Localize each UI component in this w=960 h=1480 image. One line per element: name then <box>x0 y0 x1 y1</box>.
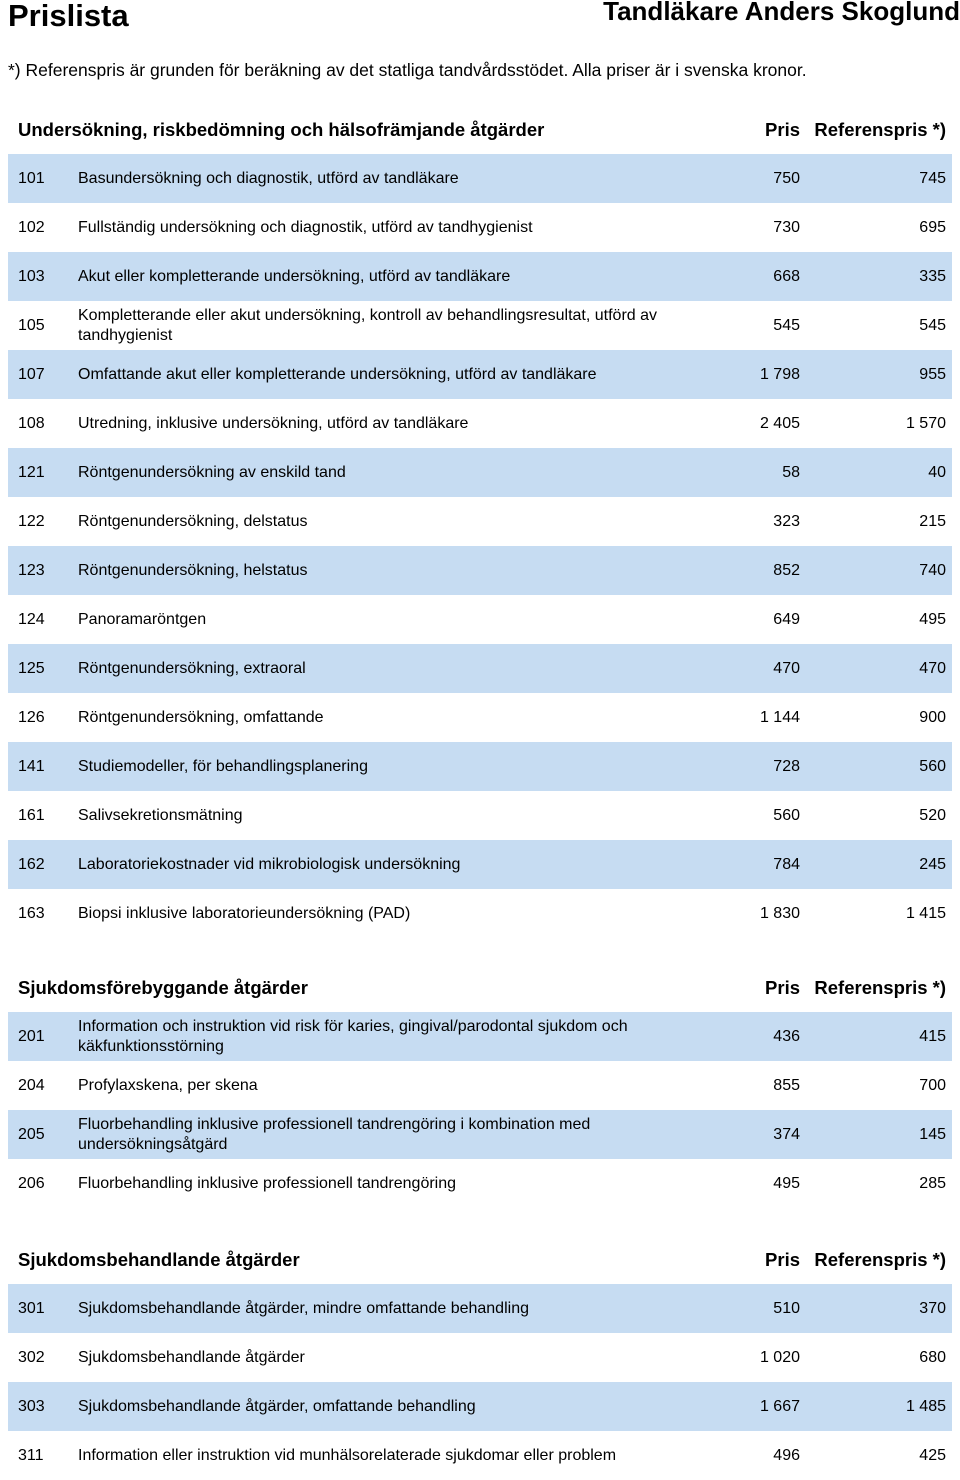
treatment-code: 201 <box>18 1027 45 1045</box>
treatment-code: 311 <box>18 1446 44 1464</box>
treatment-description: Fluorbehandling inklusive professionell tandrengöring i kombination med undersökningsåtgärd <box>78 1115 591 1153</box>
treatment-code: 163 <box>18 904 45 922</box>
treatment-code: 123 <box>18 561 45 579</box>
table-row <box>8 644 952 693</box>
treatment-description: Salivsekretionsmätning <box>78 806 243 824</box>
table-row <box>8 448 952 497</box>
treatment-code: 141 <box>18 757 45 775</box>
treatment-description: Studiemodeller, för behandlingsplanering <box>78 757 368 775</box>
table-row <box>8 791 952 840</box>
treatment-reference-price: 745 <box>919 169 946 187</box>
treatment-code: 161 <box>18 806 45 824</box>
treatment-price: 728 <box>773 757 800 775</box>
treatment-description: Röntgenundersökning, delstatus <box>78 512 308 530</box>
treatment-description: Information eller instruktion vid munhälsorelaterade sjukdomar eller problem <box>78 1446 617 1464</box>
treatment-code: 126 <box>18 708 45 726</box>
reference-price-column-header: Referenspris *) <box>814 118 946 140</box>
treatment-price: 1 020 <box>759 1348 800 1366</box>
treatment-code: 107 <box>18 365 45 383</box>
treatment-reference-price: 1 415 <box>905 904 946 922</box>
treatment-description: Laboratoriekostnader vid mikrobiologisk undersökning <box>78 855 461 873</box>
treatment-code: 101 <box>18 169 45 187</box>
treatment-code: 125 <box>18 659 45 677</box>
treatment-reference-price: 955 <box>919 365 946 383</box>
treatment-description: Biopsi inklusive laboratorieundersökning (PAD) <box>78 904 411 922</box>
treatment-code: 162 <box>18 855 45 873</box>
treatment-description: Omfattande akut eller kompletterande undersökning, utförd av tandläkare <box>78 365 597 383</box>
treatment-description: Information och instruktion vid risk för karies, gingival/parodontal sjukdom och käkfunktionsstörning <box>78 1017 628 1055</box>
reference-price-column-header: Referenspris *) <box>814 1248 946 1270</box>
table-row <box>8 693 952 742</box>
table-row <box>8 301 952 350</box>
treatment-description: Fluorbehandling inklusive professionell tandrengöring <box>78 1174 457 1192</box>
reference-price-footnote: *) Referenspris är grunden för beräkning av det statliga tandvårdsstödet. Alla priser är i svenska kronor. <box>8 60 807 80</box>
table-row <box>8 1284 952 1333</box>
table-row <box>8 742 952 791</box>
table-row <box>8 399 952 448</box>
table-row <box>8 889 952 938</box>
treatment-reference-price: 545 <box>919 316 946 334</box>
treatment-description: Panoramaröntgen <box>78 610 207 628</box>
treatment-price: 436 <box>773 1027 800 1045</box>
section-title: Sjukdomsförebyggande åtgärder <box>18 976 308 998</box>
table-row <box>8 252 952 301</box>
treatment-reference-price: 470 <box>919 659 946 677</box>
treatment-reference-price: 1 485 <box>905 1397 946 1415</box>
document-owner: Tandläkare Anders Skoglund <box>603 0 960 26</box>
price-column-header: Pris <box>765 1248 800 1270</box>
treatment-price: 1 667 <box>759 1397 800 1415</box>
treatment-reference-price: 245 <box>919 855 946 873</box>
treatment-code: 103 <box>18 267 45 285</box>
treatment-reference-price: 370 <box>919 1299 946 1317</box>
treatment-code: 204 <box>18 1076 45 1094</box>
price-section <box>8 963 952 1208</box>
treatment-description: Akut eller kompletterande undersökning, utförd av tandläkare <box>78 267 511 285</box>
treatment-description: Sjukdomsbehandlande åtgärder, omfattande behandling <box>78 1397 476 1415</box>
treatment-price: 750 <box>773 169 800 187</box>
treatment-code: 122 <box>18 512 45 530</box>
treatment-description: Kompletterande eller akut undersökning, kontroll av behandlingsresultat, utförd av tandhygienist <box>78 306 658 344</box>
treatment-price: 2 405 <box>759 414 800 432</box>
treatment-reference-price: 695 <box>919 218 946 236</box>
table-row <box>8 595 952 644</box>
treatment-price: 1 798 <box>759 365 800 383</box>
treatment-price: 374 <box>773 1125 800 1143</box>
table-row <box>8 1431 952 1480</box>
treatment-description: Röntgenundersökning, extraoral <box>78 659 306 677</box>
section-header <box>8 963 952 1012</box>
treatment-price: 649 <box>773 610 800 628</box>
table-row <box>8 1110 952 1159</box>
price-column-header: Pris <box>765 976 800 998</box>
page-title: Prislista <box>8 0 129 33</box>
treatment-code: 108 <box>18 414 45 432</box>
treatment-price: 1 830 <box>759 904 800 922</box>
treatment-code: 121 <box>18 463 45 481</box>
treatment-code: 205 <box>18 1125 45 1143</box>
table-row <box>8 1012 952 1061</box>
treatment-reference-price: 285 <box>919 1174 946 1192</box>
treatment-reference-price: 740 <box>919 561 946 579</box>
section-title: Sjukdomsbehandlande åtgärder <box>18 1248 300 1270</box>
treatment-reference-price: 145 <box>919 1125 946 1143</box>
table-row <box>8 154 952 203</box>
treatment-price: 545 <box>773 316 800 334</box>
reference-price-column-header: Referenspris *) <box>814 976 946 998</box>
section-header <box>8 1235 952 1284</box>
treatment-description: Röntgenundersökning, omfattande <box>78 708 324 726</box>
treatment-description: Röntgenundersökning av enskild tand <box>78 463 346 481</box>
treatment-price: 730 <box>773 218 800 236</box>
treatment-reference-price: 900 <box>919 708 946 726</box>
treatment-reference-price: 495 <box>919 610 946 628</box>
treatment-code: 102 <box>18 218 45 236</box>
table-row <box>8 497 952 546</box>
table-row <box>8 1382 952 1431</box>
treatment-price: 784 <box>773 855 800 873</box>
treatment-code: 303 <box>18 1397 45 1415</box>
section-header <box>8 105 952 154</box>
table-row <box>8 546 952 595</box>
treatment-description: Sjukdomsbehandlande åtgärder <box>78 1348 305 1366</box>
treatment-description: Röntgenundersökning, helstatus <box>78 561 308 579</box>
table-row <box>8 1061 952 1110</box>
section-title: Undersökning, riskbedömning och hälsofrämjande åtgärder <box>18 118 545 140</box>
price-section <box>8 105 952 938</box>
treatment-price: 1 144 <box>759 708 800 726</box>
treatment-price: 470 <box>773 659 800 677</box>
treatment-reference-price: 1 570 <box>905 414 946 432</box>
table-row <box>8 840 952 889</box>
treatment-reference-price: 425 <box>919 1446 946 1464</box>
treatment-reference-price: 40 <box>928 463 946 481</box>
table-row <box>8 1333 952 1382</box>
treatment-reference-price: 560 <box>919 757 946 775</box>
treatment-price: 855 <box>773 1076 800 1094</box>
treatment-code: 301 <box>18 1299 45 1317</box>
treatment-description: Profylaxskena, per skena <box>78 1076 258 1094</box>
treatment-description: Sjukdomsbehandlande åtgärder, mindre omfattande behandling <box>78 1299 529 1317</box>
treatment-code: 206 <box>18 1174 45 1192</box>
treatment-price: 560 <box>773 806 800 824</box>
treatment-reference-price: 520 <box>919 806 946 824</box>
treatment-code: 105 <box>18 316 45 334</box>
table-row <box>8 1159 952 1208</box>
treatment-description: Fullständig undersökning och diagnostik, utförd av tandhygienist <box>78 218 533 236</box>
table-row <box>8 350 952 399</box>
price-column-header: Pris <box>765 118 800 140</box>
table-row <box>8 203 952 252</box>
treatment-price: 58 <box>782 463 800 481</box>
treatment-price: 496 <box>773 1446 800 1464</box>
treatment-code: 124 <box>18 610 45 628</box>
treatment-price: 852 <box>773 561 800 579</box>
treatment-description: Basundersökning och diagnostik, utförd av tandläkare <box>78 169 459 187</box>
treatment-price: 323 <box>773 512 800 530</box>
treatment-reference-price: 335 <box>919 267 946 285</box>
treatment-price: 510 <box>773 1299 800 1317</box>
treatment-code: 302 <box>18 1348 45 1366</box>
treatment-price: 495 <box>773 1174 800 1192</box>
treatment-description: Utredning, inklusive undersökning, utförd av tandläkare <box>78 414 469 432</box>
treatment-reference-price: 415 <box>919 1027 946 1045</box>
treatment-reference-price: 680 <box>919 1348 946 1366</box>
treatment-reference-price: 700 <box>919 1076 946 1094</box>
treatment-price: 668 <box>773 267 800 285</box>
treatment-reference-price: 215 <box>919 512 946 530</box>
price-section <box>8 1235 952 1480</box>
